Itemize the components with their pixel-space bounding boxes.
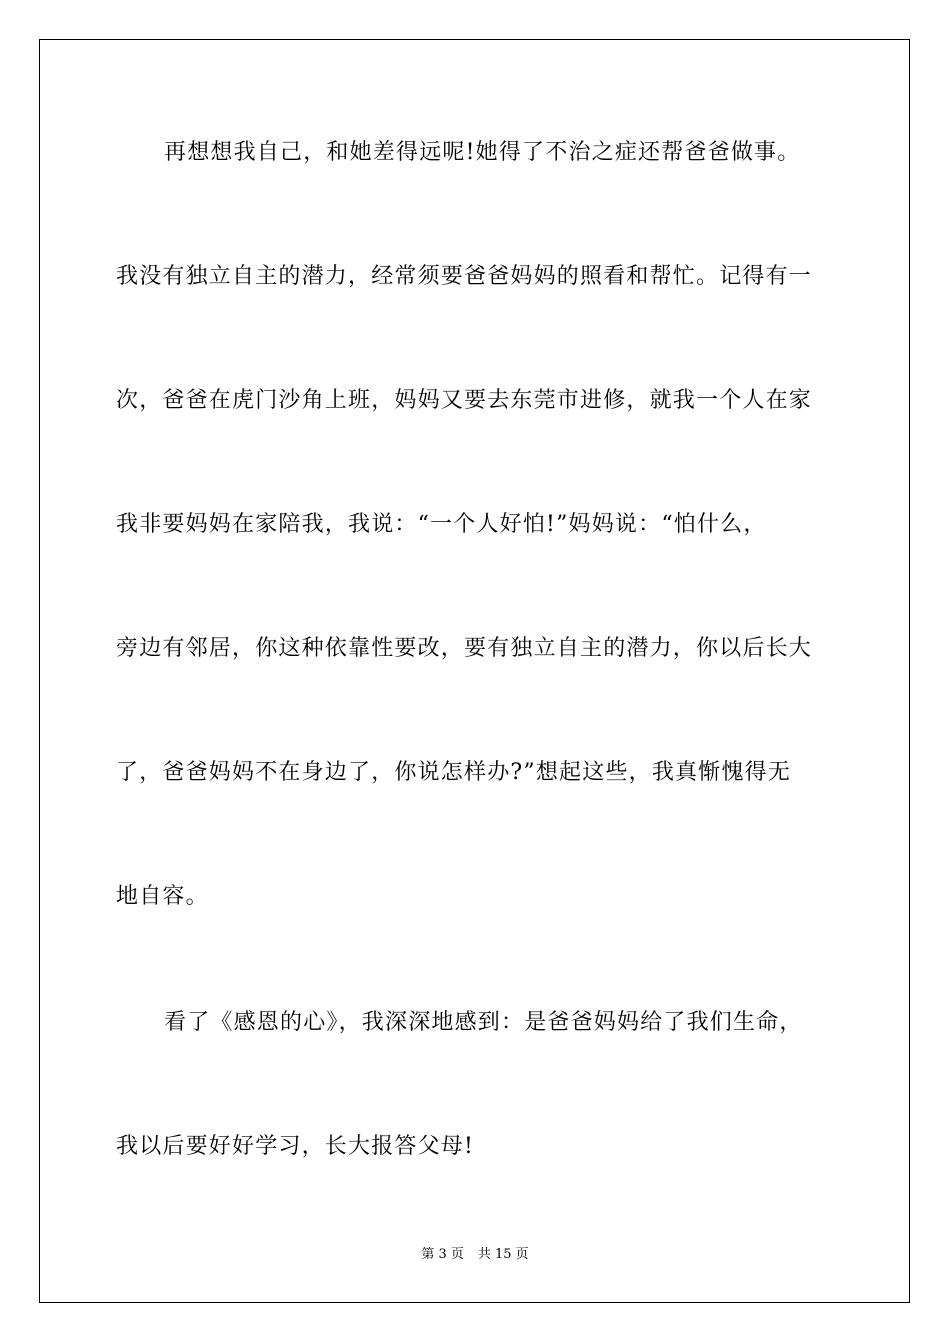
paragraph-1-line-3: 次，爸爸在虎门沙角上班，妈妈又要去东莞市进修，就我一个人在家 [116, 388, 813, 413]
page-footer [0, 1247, 950, 1263]
paragraph-1-line-2: 我没有独立自主的潜力，经常须要爸爸妈妈的照看和帮忙。记得有一 [116, 264, 813, 289]
paragraph-2-line-1: 看了《感恩的心》，我深深地感到：是爸爸妈妈给了我们生命， [164, 1010, 803, 1035]
page-border [39, 39, 910, 1303]
paragraph-1-line-1: 再想想我自己，和她差得远呢!她得了不治之症还帮爸爸做事。 [164, 140, 801, 165]
paragraph-1-line-7: 地自容。 [116, 884, 209, 909]
paragraph-2-line-2: 我以后要好好学习，长大报答父母! [116, 1134, 475, 1159]
page-number: 第 3 页 [421, 1247, 464, 1262]
paragraph-1-line-4: 我非要妈妈在家陪我，我说：“一个人好怕!”妈妈说：“怕什么， [116, 512, 767, 537]
paragraph-1-line-6: 了，爸爸妈妈不在身边了，你说怎样办?”想起这些，我真惭愧得无 [116, 760, 792, 785]
page-total: 共 15 页 [477, 1247, 529, 1262]
paragraph-1-line-5: 旁边有邻居，你这种依靠性要改，要有独立自主的潜力，你以后长大 [116, 636, 813, 661]
